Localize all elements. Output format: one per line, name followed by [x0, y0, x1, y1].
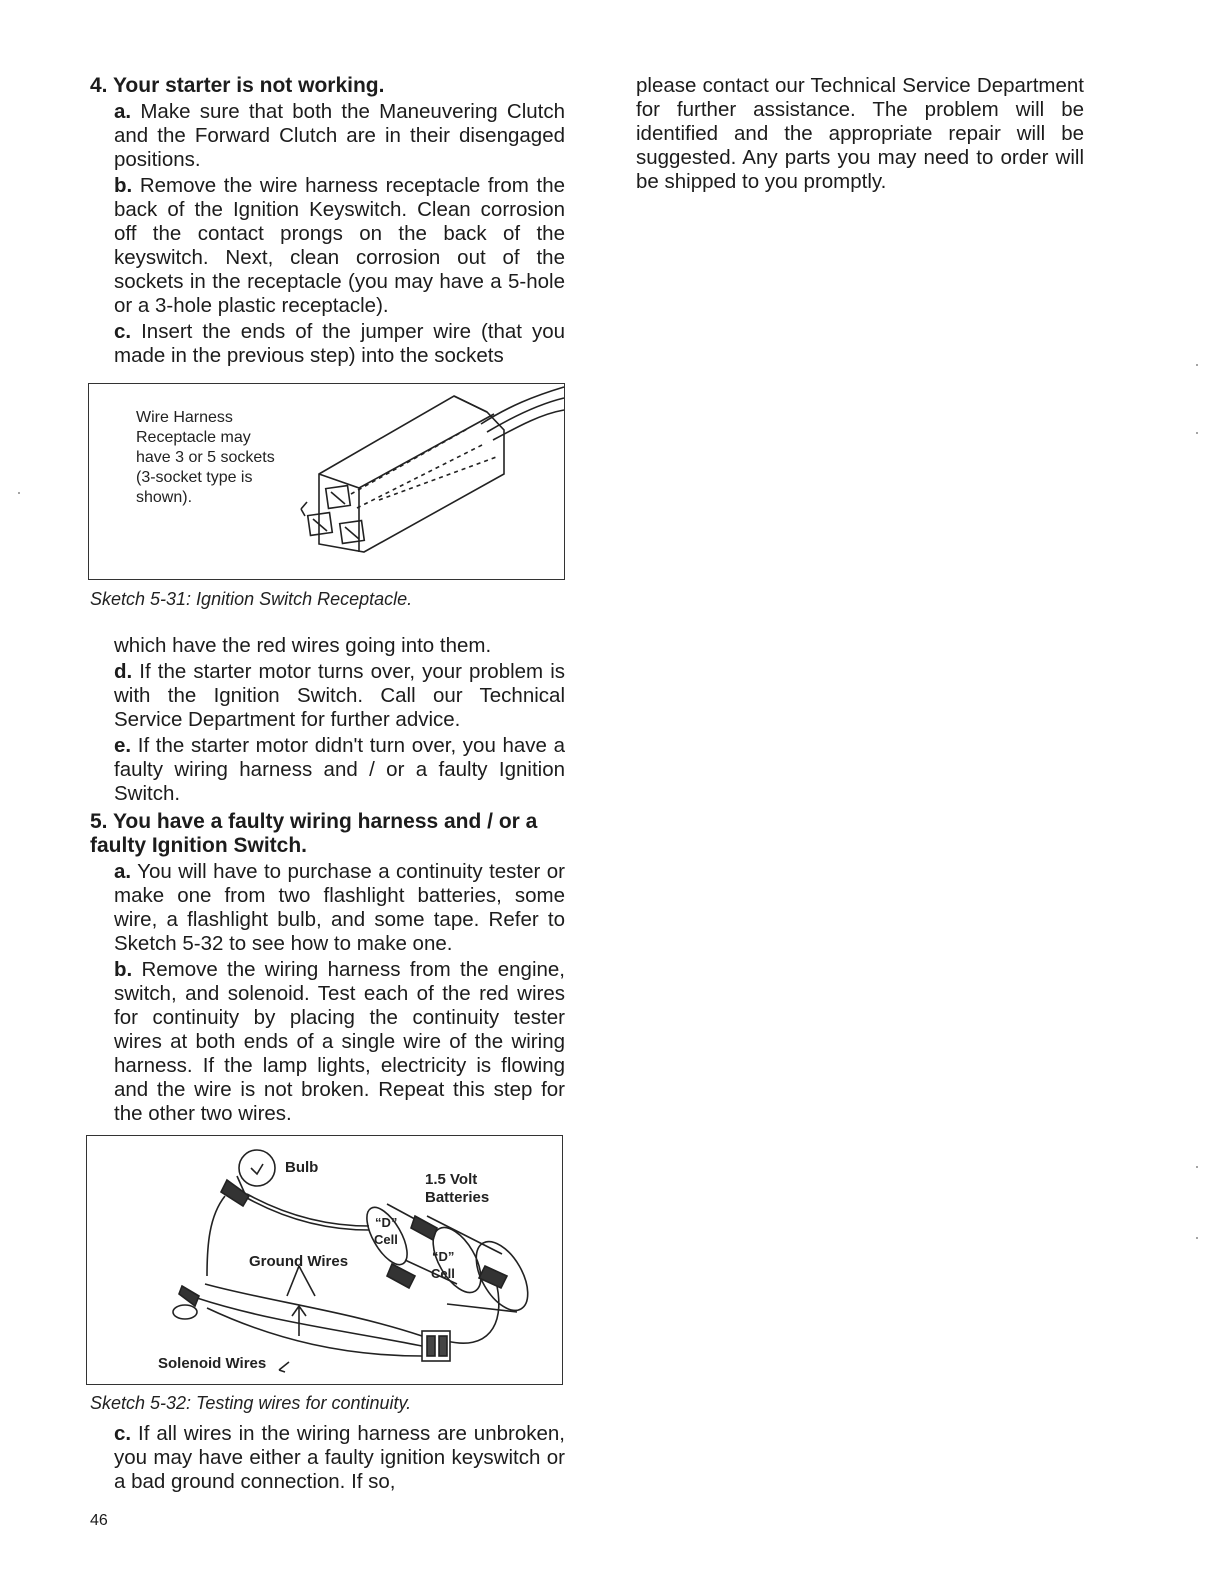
batteries-label-2: Batteries	[425, 1189, 490, 1206]
step-4e	[114, 734, 565, 806]
figure-continuity-tester	[86, 1135, 563, 1385]
step-text: If the starter motor didn't turn over, you have a faulty wiring harness and / or a faulty Ignition Switch.	[114, 734, 565, 805]
figure-ignition-receptacle	[88, 383, 565, 580]
page-number: 46	[90, 1512, 108, 1529]
step-label: a.	[114, 100, 132, 123]
right-column-text: please contact our Technical Service Department for further assistance. The problem will be identified and the appropriate repair will be suggested. Any parts you may need to order will be shipped to you promptly.	[636, 74, 1084, 193]
cell-1-label-1: “D”	[375, 1215, 398, 1230]
step-4c-continued	[114, 634, 565, 658]
step-5a	[114, 860, 565, 956]
figure2-caption: Sketch 5-32: Testing wires for continuity.	[90, 1393, 412, 1413]
step-label: d.	[114, 660, 133, 683]
scan-speck	[1196, 1166, 1198, 1168]
step-text: which have the red wires going into them.	[114, 634, 492, 657]
step-text: Remove the wire harness receptacle from the back of the Ignition Keyswitch. Clean corrosion off the contact prongs on the back of the keyswitch. Next, clean corrosion out of the sockets in the receptacle (you may have a 5-hole or a 3-hole plastic receptacle).	[114, 174, 565, 317]
step-4d	[114, 660, 565, 732]
step-text: Make sure that both the Maneuvering Clutch and the Forward Clutch are in their disengaged positions.	[114, 100, 565, 171]
scan-speck	[1196, 364, 1198, 366]
step-5b	[114, 958, 565, 1126]
receptacle-drawing	[89, 384, 566, 581]
cell-2-label-2: Cell	[431, 1266, 455, 1281]
section-4-top	[90, 74, 565, 368]
step-4b	[114, 174, 565, 318]
figure1-caption: Sketch 5-31: Ignition Switch Receptacle.	[90, 589, 413, 609]
heading-5: 5. You have a faulty wiring harness and / or a faulty Ignition Switch.	[90, 810, 538, 857]
cell-1-label-2: Cell	[374, 1232, 398, 1247]
step-text: Remove the wiring harness from the engine, switch, and solenoid. Test each of the red wires for continuity by placing the continuity tester wires at both ends of a single wire of the wiring harness. If the lamp lights, electricity is flowing and the wire is not broken. Repeat this step for the other two wires.	[114, 958, 565, 1125]
step-label: b.	[114, 174, 133, 197]
scan-speck	[18, 492, 20, 494]
cell-2-label-1: “D”	[432, 1249, 455, 1264]
batteries-label-1: 1.5 Volt	[425, 1171, 478, 1188]
scan-speck	[1196, 1237, 1198, 1239]
step-label: c.	[114, 320, 132, 343]
step-text: You will have to purchase a continuity tester or make one from two flashlight batteries, some wire, a flashlight bulb, and some tape. Refer to Sketch 5-32 to see how to make one.	[114, 860, 566, 955]
step-5c	[114, 1422, 565, 1494]
receptacle-note: Wire Harness Receptacle may have 3 or 5 sockets (3-socket type is shown).	[136, 409, 275, 506]
step-text: Insert the ends of the jumper wire (that you made in the previous step) into the sockets	[114, 320, 566, 367]
scan-speck	[1196, 432, 1198, 434]
heading-4: 4. Your starter is not working.	[90, 74, 385, 97]
step-label: b.	[114, 958, 133, 981]
step-text: If the starter motor turns over, your problem is with the Ignition Switch. Call our Technical Service Department for further advice.	[114, 660, 565, 731]
solenoid-wires-label: Solenoid Wires	[158, 1355, 267, 1372]
step-4c	[114, 320, 565, 368]
section-5c	[90, 1422, 565, 1494]
step-label: c.	[114, 1422, 132, 1445]
ground-wires-label: Ground Wires	[249, 1253, 349, 1270]
step-label: a.	[114, 860, 132, 883]
step-text: If all wires in the wiring harness are unbroken, you may have either a faulty ignition keyswitch or a bad ground connection. If so,	[114, 1422, 565, 1493]
bulb-label: Bulb	[285, 1159, 319, 1176]
step-4a	[114, 100, 565, 172]
section-4-continued	[90, 634, 565, 1126]
step-label: e.	[114, 734, 132, 757]
